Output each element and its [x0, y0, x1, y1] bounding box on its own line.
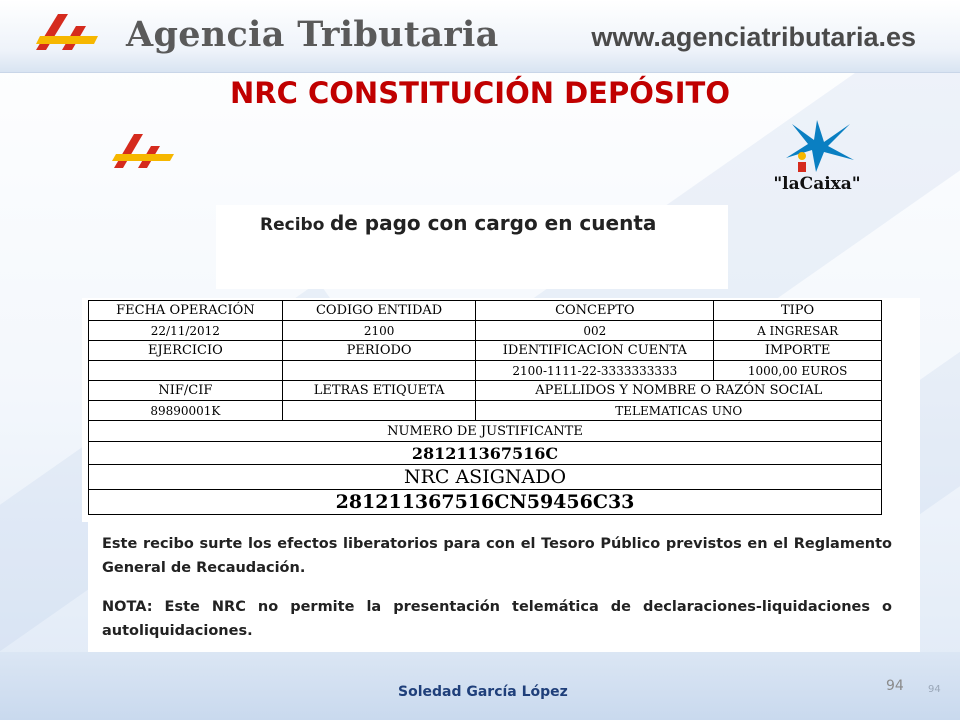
table-header-cell: FECHA OPERACIÓN [89, 301, 283, 321]
table-cell [89, 361, 283, 381]
nrc-value: 281211367516CN59456C33 [89, 490, 882, 515]
table-cell: 002 [476, 321, 714, 341]
nrc-receipt-table-panel [82, 298, 920, 522]
table-header-row [89, 301, 882, 321]
table-header-cell: APELLIDOS Y NOMBRE O RAZÓN SOCIAL [476, 381, 882, 401]
justificante-value-row [89, 442, 882, 465]
table-row [89, 361, 882, 381]
table-header-cell: LETRAS ETIQUETA [282, 381, 476, 401]
table-header-cell: CONCEPTO [476, 301, 714, 321]
table-header-row [89, 341, 882, 361]
receipt-title-box [216, 205, 728, 289]
table-cell: A INGRESAR [714, 321, 882, 341]
justificante-value: 281211367516C [89, 442, 882, 465]
receipt-title-small: Recibo [260, 215, 325, 235]
notes-box [88, 522, 920, 654]
table-cell: TELEMATICAS UNO [476, 401, 882, 421]
table-header-cell: CODIGO ENTIDAD [282, 301, 476, 321]
star-icon [772, 116, 862, 174]
nrc-receipt-table [88, 300, 882, 515]
table-cell: 22/11/2012 [89, 321, 283, 341]
header-banner [0, 0, 960, 73]
page-number-small: 94 [928, 684, 941, 695]
table-cell: 2100-1111-22-3333333333 [476, 361, 714, 381]
header-url: www.agenciatributaria.es [591, 22, 916, 52]
receipt-title [260, 211, 656, 235]
nrc-note: NOTA: Este NRC no permite la presentación telemática de declaraciones-liquidaciones o autoliquidaciones. [102, 599, 892, 639]
nrc-label: NRC ASIGNADO [89, 465, 882, 490]
table-header-cell: TIPO [714, 301, 882, 321]
table-row [89, 321, 882, 341]
table-header-cell: EJERCICIO [89, 341, 283, 361]
footer-author: Soledad García López [398, 684, 568, 700]
table-header-cell: PERIODO [282, 341, 476, 361]
table-cell: 2100 [282, 321, 476, 341]
la-caixa-wordmark: "laCaixa" [773, 174, 861, 194]
nrc-label-row [89, 465, 882, 490]
la-caixa-logo [772, 116, 862, 198]
table-cell: 89890001K [89, 401, 283, 421]
page-number: 94 [886, 678, 904, 694]
nrc-value-row [89, 490, 882, 515]
table-cell [282, 401, 476, 421]
justificante-label-row [89, 421, 882, 442]
agencia-tributaria-logo-icon [28, 6, 108, 66]
table-header-cell: IMPORTE [714, 341, 882, 361]
header-title: Agencia Tributaria [126, 14, 499, 55]
table-cell: 1000,00 EUROS [714, 361, 882, 381]
receipt-title-big: de pago con cargo en cuenta [329, 211, 657, 235]
slide-title: NRC CONSTITUCIÓN DEPÓSITO [230, 76, 730, 110]
agencia-tributaria-small-logo-icon [108, 128, 182, 180]
justificante-label: NUMERO DE JUSTIFICANTE [89, 421, 882, 442]
table-header-cell: IDENTIFICACION CUENTA [476, 341, 714, 361]
table-cell [282, 361, 476, 381]
table-row [89, 401, 882, 421]
table-header-row [89, 381, 882, 401]
legal-note: Este recibo surte los efectos liberatorios para con el Tesoro Público previstos en el Reglamento General de Recaudación. [102, 536, 892, 576]
table-header-cell: NIF/CIF [89, 381, 283, 401]
